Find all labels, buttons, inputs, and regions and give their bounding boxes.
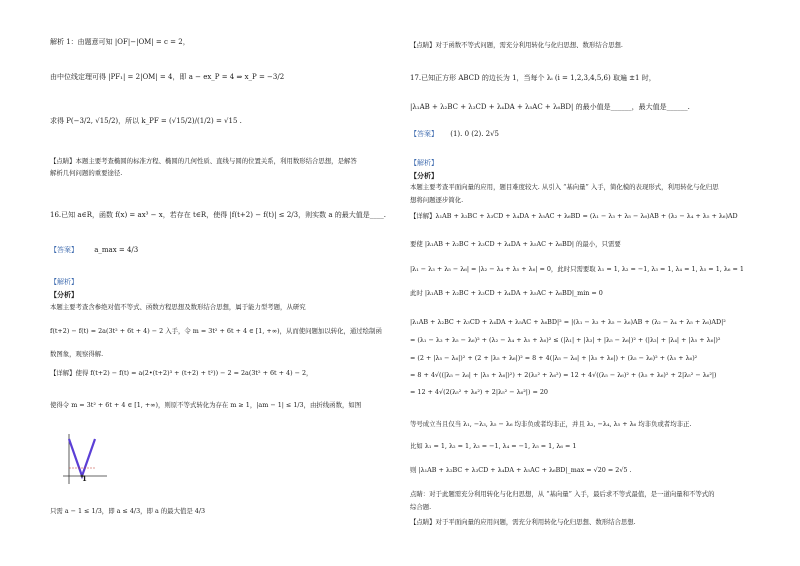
hint-line-bottom: 【点睛】对于平面向量的应用问题，需充分利用转化与化归思想、数形结合思想. bbox=[410, 518, 636, 526]
note-line-1: 【点睛】本题主要考查椭圆的标准方程、椭圆的几何性质、直线与圆的位置关系，利用数形结合思想，是解答 bbox=[50, 157, 357, 165]
graph-label: 1 bbox=[82, 474, 87, 483]
detail-17-line-2: 要使 |λ₁AB + λ₂BC + λ₃CD + λ₄DA + λ₅AC + λ₆BD| 的最小，只需要 bbox=[410, 240, 621, 248]
analysis-subtag-17: 【分析】 bbox=[410, 171, 438, 180]
estimate-line-4: = 8 + 4√((|λ₅ − λ₆| + |λ₅ + λ₆|)²) + 2(λ₅² + λ₆²) = 12 + 4√((λ₅ − λ₆)² + (λ₅ + λ₆)² + 2|λ₅² − λ₆²|) bbox=[410, 371, 717, 379]
remark-line-1: 点睛：对于此题需充分利用转化与化归思想，从 “基向量” 入手，最后求不等式最值，是一道向量和不等式的 bbox=[410, 490, 715, 498]
detail-line-1: 【详解】使得 f(t+2) − f(t) = a(2•(t+2)³ + (t+2) + t²)) − 2 = 2a(3t² + 6t + 4) − 2， bbox=[50, 369, 313, 377]
equality-line-3: 则 |λ₁AB + λ₂BC + λ₃CD + λ₄DA + λ₅AC + λ₆BD|_max = √20 = 2√5 . bbox=[410, 466, 632, 474]
detail-17-line-1: 【详解】λ₁AB + λ₂BC + λ₃CD + λ₄DA + λ₅AC + λ₆BD = (λ₁ − λ₃ + λ₅ − λ₆)AB + (λ₂ − λ₄ + λ₅ + λ₆)AD bbox=[410, 212, 738, 220]
answer-value-17: (1). 0 (2). 2√5 bbox=[450, 130, 500, 138]
question-17-line-1: 17.已知正方形 ABCD 的边长为 1，当每个 λᵢ (i = 1,2,3,4,5,6) 取遍 ±1 时， bbox=[410, 74, 656, 82]
estimate-line-3: = (2 + |λ₅ − λ₆|)² + (2 + |λ₅ + λ₆|)² = 8 + 4(|λ₅ − λ₆| + |λ₅ + λ₆|) + (λ₅ − λ₆)² + (λ₅ + λ₆)² bbox=[410, 354, 698, 362]
answer-tag-17: 【答案】 bbox=[410, 130, 438, 138]
solution-line-3: 求得 P(−3/2, √15/2)，所以 k_PF = (√15/2)/(1/2) = √15 . bbox=[50, 117, 242, 125]
solution-line-1: 解析 1：由题意可知 |OF|−|OM| = c = 2， bbox=[50, 38, 190, 46]
estimate-line-5: = 12 + 4√(2(λ₅² + λ₆²) + 2|λ₅² − λ₆²|) = 20 bbox=[410, 388, 548, 396]
estimate-line-1: |λ₁AB + λ₂BC + λ₃CD + λ₄DA + λ₅AC + λ₆BD|² = |(λ₁ − λ₃ + λ₅ − λ₆)AB + (λ₂ − λ₄ + λ₅ + λ₆)AD|² bbox=[410, 318, 726, 326]
question-17-line-2: |λ₁AB + λ₂BC + λ₃CD + λ₄DA + λ₅AC + λ₆BD| 的最小值是______，最大值是______. bbox=[410, 103, 690, 111]
analysis-line-3: 数图象，观察得解. bbox=[50, 350, 104, 358]
analysis-tag-17: 【解析】 bbox=[410, 159, 438, 167]
analysis-tag: 【解析】 bbox=[50, 278, 78, 286]
hint-line-top: 【点睛】对于函数不等式问题，需充分利用转化与化归思想、数形结合思想. bbox=[410, 41, 623, 49]
answer-block bbox=[50, 246, 138, 255]
question-16: 16.已知 a∈R，函数 f(x) = ax³ − x，若存在 t∈R，使得 |f(t+2) − f(t)| ≤ 2/3，则实数 a 的最大值是____. bbox=[50, 211, 386, 219]
analysis-17-line-1: 本题主要考查平面向量的应用，题目难度较大. 从引入 “基向量” 入手，简化模的表现形式，利用转化与化归思 bbox=[410, 183, 719, 191]
equality-line-1: 等号成立当且仅当 λ₁, −λ₃, λ₅ − λ₆ 均非负或者均非正，并且 λ₂, −λ₄, λ₅ + λ₆ 均非负或者均非正. bbox=[410, 420, 692, 428]
equality-line-2: 比如 λ₁ = 1, λ₂ = 1, λ₃ = −1, λ₄ = −1, λ₅ = 1, λ₆ = 1 bbox=[410, 442, 577, 450]
analysis-line-2: f(t+2) − f(t) = 2a(3t² + 6t + 4) − 2 入手，令 m = 3t² + 6t + 4 ∈ [1, +∞)，从而使问题加以转化，通过绘制函 bbox=[50, 327, 382, 335]
remark-line-2: 综合题. bbox=[410, 503, 432, 511]
answer-value: a_max = 4/3 bbox=[94, 246, 139, 254]
detail-17-line-3: |λ₁ − λ₃ + λ₅ − λ₆| = |λ₂ − λ₄ + λ₅ + λ₆| = 0，此时只需要取 λ₁ = 1, λ₂ = −1, λ₃ = 1, λ₄ = 1, λ₅ = 1, λ₆ = 1 bbox=[410, 265, 744, 273]
estimate-line-2: = (λ₁ − λ₃ + λ₅ − λ₆)² + (λ₂ − λ₄ + λ₅ + λ₆)² ≤ (|λ₁| + |λ₃| + |λ₅ − λ₆|)² + (|λ₂| + |λ₄| + |λ₅ + λ₆|)² bbox=[410, 336, 721, 344]
detail-line-3: 只需 a − 1 ≤ 1/3，即 a ≤ 4/3，即 a 的最大值是 4/3 bbox=[50, 507, 206, 515]
analysis-line-1: 本题主要考查含参绝对值不等式、函数方程思想及数形结合思想，属于能力型考题，从研究 bbox=[50, 303, 306, 311]
solution-line-2: 由中位线定理可得 |PF₁| = 2|OM| = 4，即 a − ex_P = 4 ⇒ x_P = −3/2 bbox=[50, 73, 285, 81]
analysis-17-line-2: 想将问题逐步简化. bbox=[410, 196, 464, 204]
note-line-2: 解析几何问题的重要途径. bbox=[50, 169, 123, 177]
answer-block-17 bbox=[410, 130, 499, 139]
detail-17-line-4: 此时 |λ₁AB + λ₂BC + λ₃CD + λ₄DA + λ₅AC + λ₆BD|_min = 0 bbox=[410, 289, 603, 297]
analysis-subtag: 【分析】 bbox=[50, 290, 78, 299]
detail-line-2: 使得令 m = 3t² + 6t + 4 ∈ [1, +∞)，则原不等式转化为存在 m ≥ 1，|am − 1| ≤ 1/3，由折线函数，如图 bbox=[50, 401, 362, 409]
answer-tag: 【答案】 bbox=[50, 246, 78, 254]
